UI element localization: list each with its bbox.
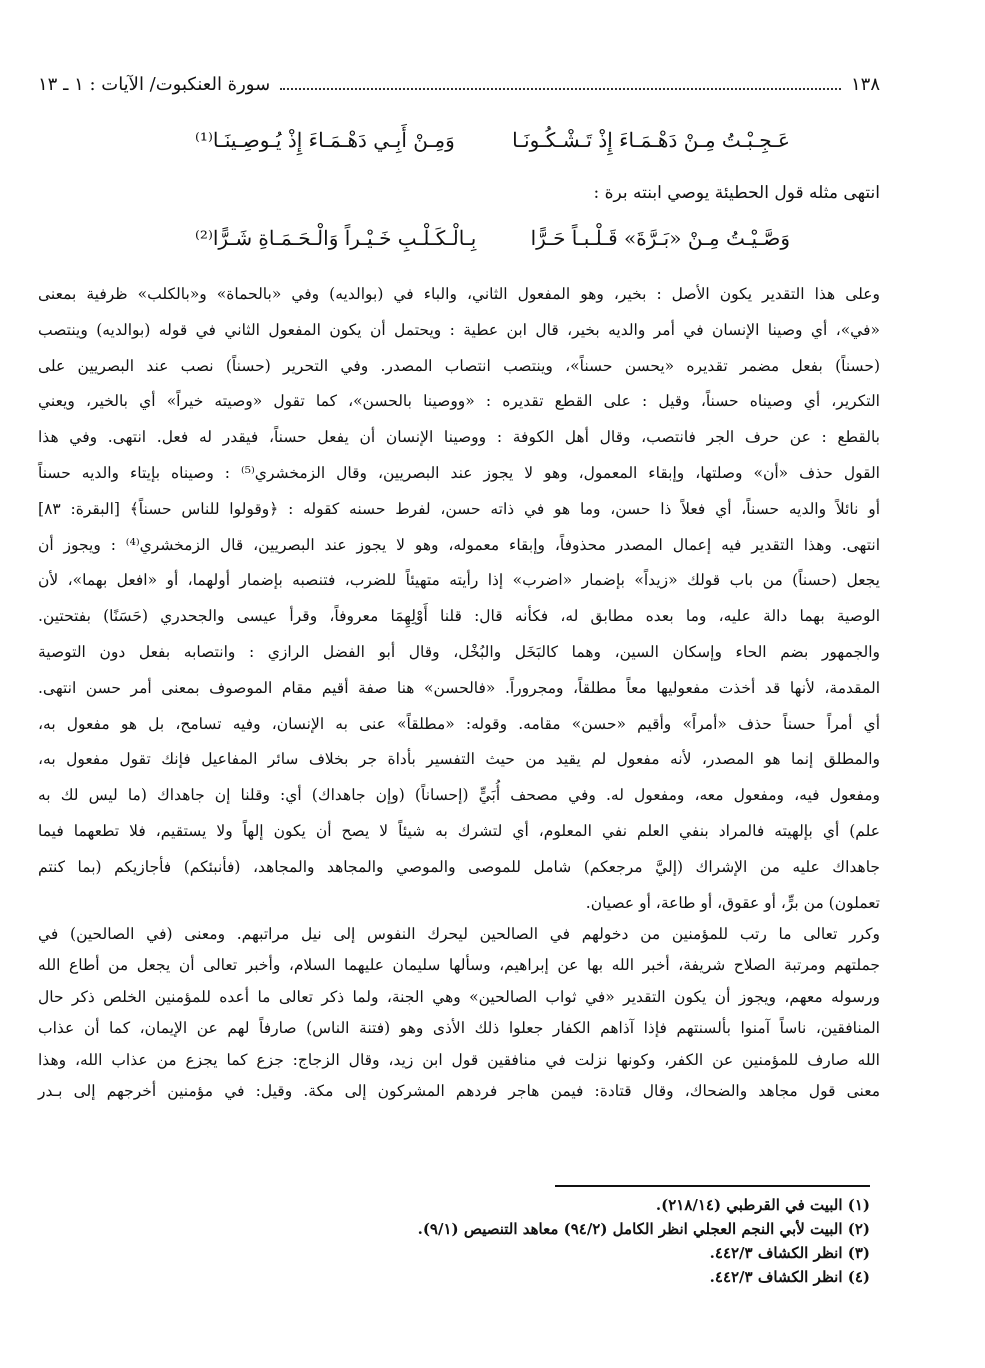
text-line: الله صارف للمؤمنين عن الكفر، وكونها نزلت في منافقين قول ابن زيد، وقال الزجاج: جزع كما يجزع من عذاب الله، وهذا <box>38 1050 880 1069</box>
page-number: ١٣٨ <box>850 74 880 95</box>
footnote-2: (٢) البيت لأبي النجم العجلي انظر الكامل (٩٤/٢) معاهد التنصيص (٩/١). <box>417 1220 870 1238</box>
text-line: تعملون) من برٍّ، أو عقوق، أو طاعة، أو عصيان. <box>585 893 880 912</box>
text-line: أي أمراً حسناً حذف «أمراً» وأقيم «حسن» مقامه. وقوله: «مطلقاً» عنى به الإنسان، وفيه تسامح، بل هو مفعول به، <box>38 714 880 733</box>
footnote-1: (١) البيت في القرطبي (٢١٨/١٤). <box>655 1196 870 1214</box>
footnote-separator <box>555 1185 870 1187</box>
footnote-3: (٣) انظر الكشاف ٤٤٢/٣. <box>709 1244 870 1262</box>
text-line: بالقطع : عن حرف الجر فانتصب، وقال أهل الكوفة : ووصينا الإنسان أن يفعل حسناً، فيقدر له فعل. انتهى. وفي هذا <box>38 428 880 447</box>
verse-1-right-hemistich: عَـجِـبْـتُ مِـنْ دَهْـمَـاءَ إِذْ تَـشْـكُـونَـا <box>512 128 790 152</box>
text-line: (حسناً) بفعل مضمر تقديره «يحسن حسناً»، وينتصب انتصاب المصدر. وفي التحرير (حسناً) نصب عند البصريين على <box>38 356 880 375</box>
text-line: القول حذف «أن» وصلتها، وإبقاء المعمول، وهو لا يجوز عند البصريين، وقال الزمخشري⁽⁵⁾ : وصيناه بإيتاء والديه حسناً <box>38 464 880 482</box>
text-line: علم) أي بإلهيته فالمراد بنفي العلم نفي المعلوم، أي لتشرك به شيئاً لا يصح أن يكون إلهاً ولا يستقيم، فلا تطعهما فيما <box>38 822 880 840</box>
text-line: «في»، أي وصينا الإنسان في أمر والديه بخير، قال ابن عطية : ويحتمل أن يكون المفعول الثاني في قوله (بوالديه) وينتصب <box>38 320 880 339</box>
running-header <box>38 74 880 95</box>
text-line: الوصية بهما دالة عليه، وما بعده مطابق له، فكأنه قال: قلنا أَوْلِهِمَا معروفاً، وقرأ عيسى والجحدري (حَسَنًا) بفتحتين. <box>38 607 880 626</box>
text-line: أو نائلاً والديه حسناً، أي فعلاً ذا حسن، وما هو في ذاته حسن، لفرط حسنه كقوله : ﴿وقولوا للناس حسناً﴾ [البقرة: ٨٣] <box>38 499 880 518</box>
text-line: التكرير، أي وصيناه حسناً، وقيل : على القطع تقديره : «ووصينا بالحسن»، كما تقول «وصيته خيراً» أي بالخير، ويعني <box>38 392 880 411</box>
text-line: انتهى. وهذا التقدير فيه إعمال المصدر محذوفاً، وإبقاء معموله، وهو لا يجوز عند البصريين، قال الزمخشري⁽⁴⁾ : ويجوز أن <box>38 535 881 554</box>
text-line: يجعل (حسناً) من باب قولك «زيداً» بإضمار «اضرب» إذا رأيته متهيئاً للضرب، فتنصبه بإضمار أولهما، أو «افعل بهما»، لأن <box>38 571 880 590</box>
poem-verse-1 <box>195 128 790 152</box>
header-dotted-leader <box>280 78 841 90</box>
text-line: والجمهور بضم الحاء وإسكان السين، وهما كالبَخَل والبُخْل، وقال أبو الفضل الرازي : وانتصابه بفعل دون التوصية <box>38 643 880 661</box>
text-line: وعلى هذا التقدير يكون الأصل : بخير، وهو المفعول الثاني، والباء في (بوالديه) وفي «بالحماة» و«بالكلب» ظرفية بمعنى <box>38 285 880 303</box>
verse-2-right-hemistich: وَصَّـيْـتُ مِـنْ «بَـرَّةَ» قَـلْـبـاً حَـرًّا <box>530 226 790 250</box>
verse-1-left-hemistich: وَمِـنْ أَبِـي دَهْـمَـاءَ إِذْ يُـوصِـينَـا⁽¹⁾ <box>195 128 455 152</box>
text-line: المنافقين، ناساً آمنوا بألسنتهم فإذا آذاهم الكفار جعلوا ذلك الأذى وهو (فتنة الناس) صارفاً لهم عن الإيمان، كما أن عذاب <box>38 1019 880 1038</box>
text-line: والمطلق إنما هو المصدر، لأنه مفعول لم يقيد من حيث التفسير بأداة جر بخلاف سائر المفاعيل فإنك تقول مفعول به، <box>38 750 880 769</box>
surah-info: سورة العنكبوت/ الآيات : ١ ـ ١٣ <box>38 74 271 95</box>
text-line: ورسوله معهم، ويجوز أن يكون التقدير «في ثواب الصالحين» وهي الجنة، ولما ذكر تعالى ما أعده للمؤمنين الخلص ذكر حال <box>38 987 880 1006</box>
footnote-4: (٤) انظر الكشاف ٤٤٢/٣. <box>709 1268 870 1286</box>
intro-line: انتهى مثله قول الحطيئة يوصي ابنته برة : <box>593 183 880 203</box>
text-line: معنى قول مجاهد والضحاك، وقال قتادة: فيمن هاجر فردهم المشركون إلى مكة. وقيل: في مؤمنين أخرجهم إلى بـدر <box>38 1082 880 1100</box>
verse-2-left-hemistich: بِـالْـكَـلْـبِ خَـيْـراً وَالْـحَـمَـاةِ شَـرًّا⁽²⁾ <box>195 226 477 250</box>
text-line: وكرر تعالى ما رتب للمؤمنين من دخولهم في الصالحين ليحرك النفوس إلى نيل مراتبهم. ومعنى (في الصالحين) في <box>38 925 880 943</box>
poem-verse-2 <box>195 226 790 250</box>
text-line: جملتهم ومرتبة الصلاح شريفة، أخبر الله بها عن إبراهيم، وسألها سليمان عليهما السلام، وأخبر تعالى أن يجعل من أطاع الله <box>38 956 880 975</box>
text-line: ومفعول فيه، ومفعول معه، ومفعول له. وفي مصحف أُبَيٍّ (إحساناً) (وإن جاهداك) أي: وقلنا إن جاهداك (ما ليس لك به <box>38 786 880 805</box>
text-line: المقدمة، لأنها قد أخذت مفعوليها معاً مطلقاً، ومجروراً. «فالحسن» هنا صفة أقيم مقام الموصوف بمعنى أمر حسن انتهى. <box>38 678 880 697</box>
text-line: جاهداك عليه من الإشراك (إليَّ مرجعكم) شامل للموصى والموصي والمجاهد والمجاهد، (فأنبئكم) فأجازيكم (بما كنتم <box>38 857 880 876</box>
